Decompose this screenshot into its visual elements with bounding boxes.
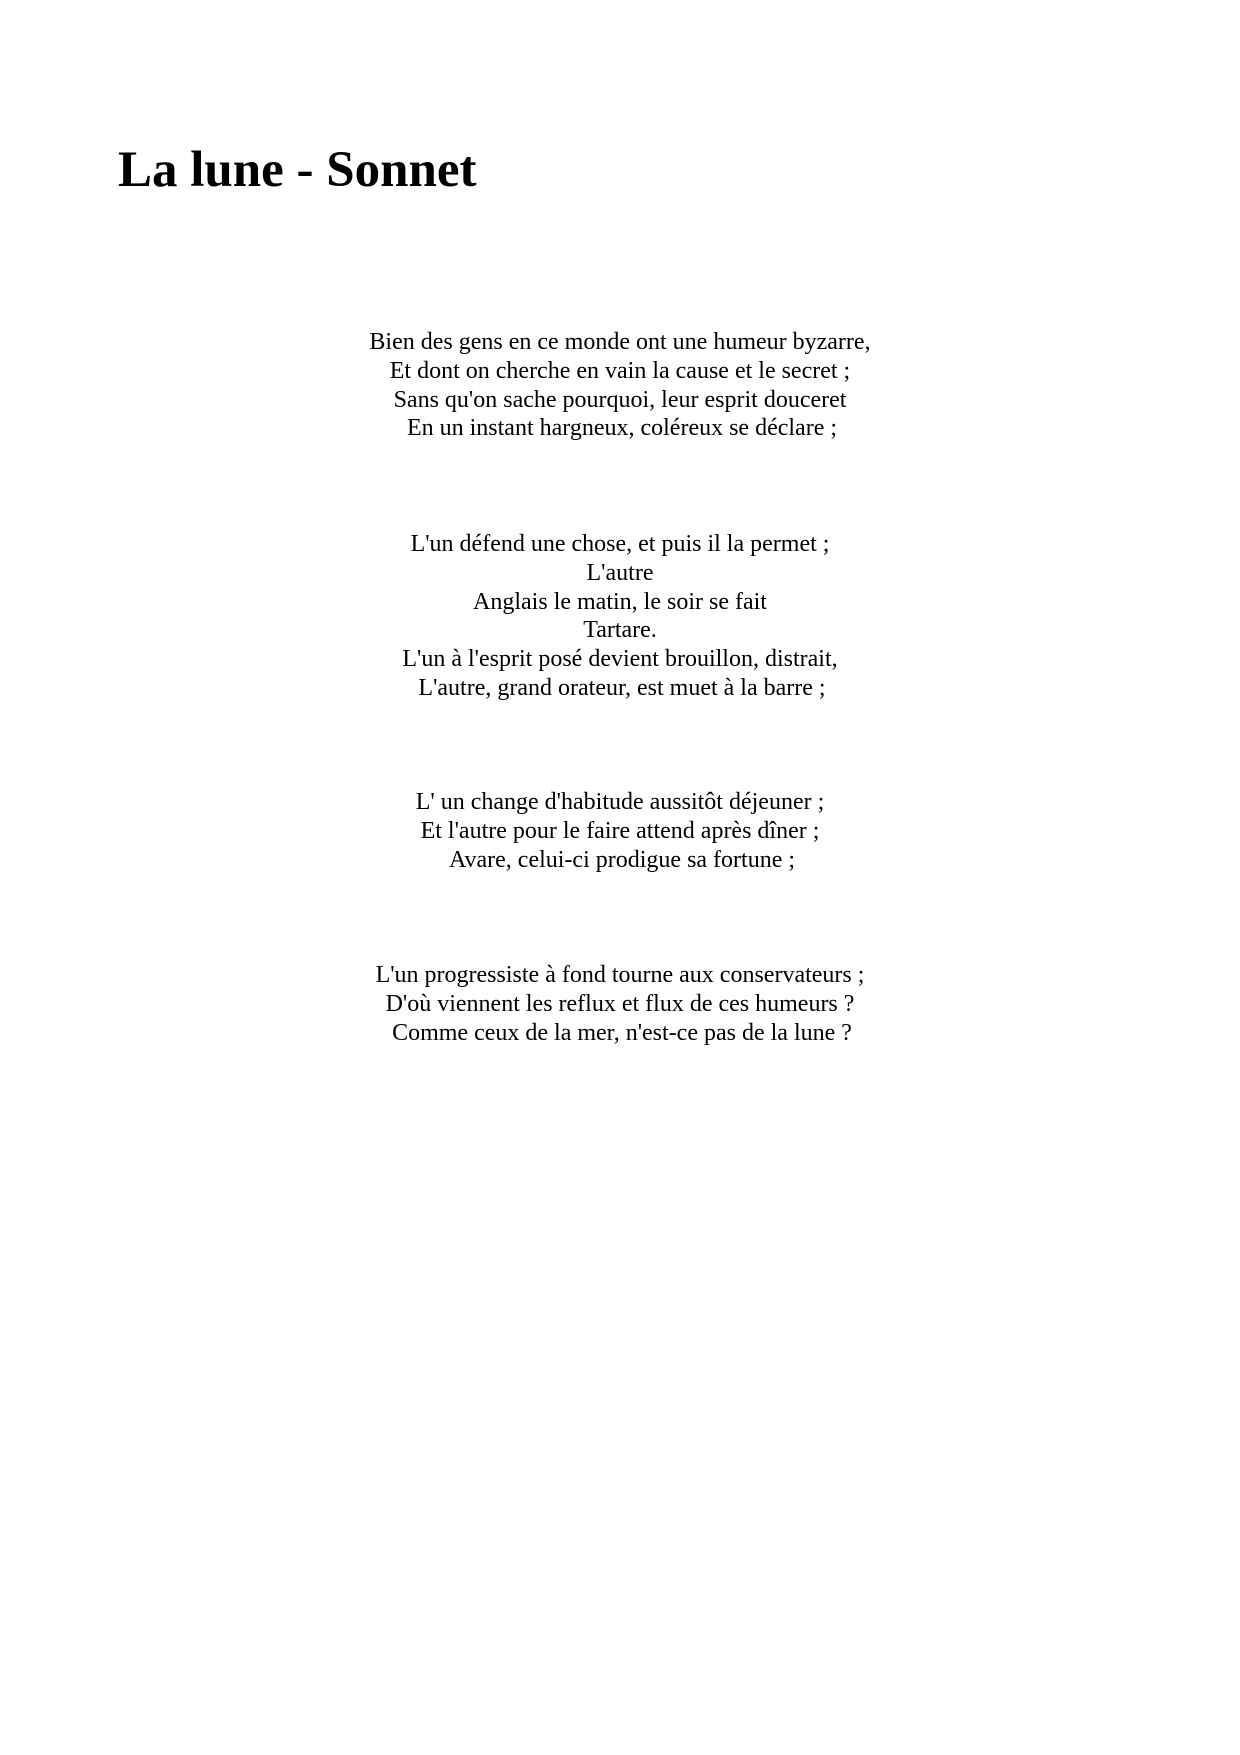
poem-line: L'un à l'esprit posé devient brouillon, distrait, — [402, 646, 838, 673]
poem-line: D'où viennent les reflux et flux de ces humeurs ? — [385, 990, 855, 1017]
poem-line: Et l'autre pour le faire attend après dîner ; — [420, 817, 820, 844]
stanza-4 — [0, 961, 1240, 1047]
poem-line: Comme ceux de la mer, n'est-ce pas de la lune ? — [392, 1019, 852, 1046]
poem-line: En un instant hargneux, coléreux se déclare ; — [406, 415, 838, 442]
page-title: La lune - Sonnet — [118, 142, 477, 198]
poem-line: Sans qu'on sache pourquoi, leur esprit douceret — [393, 386, 847, 413]
stanza-2 — [0, 530, 1240, 703]
poem-line: Avare, celui-ci prodigue sa fortune ; — [448, 846, 796, 873]
poem-line: L'un défend une chose, et puis il la permet ; — [410, 531, 830, 557]
poem-line: Anglais le matin, le soir se fait — [473, 588, 767, 615]
poem-line: Et dont on cherche en vain la cause et le secret ; — [389, 357, 851, 384]
poem-line: L' un change d'habitude aussitôt déjeuner ; — [415, 789, 825, 815]
poem-line: Bien des gens en ce monde ont une humeur byzarre, — [369, 329, 871, 355]
poem-line: L'un progressiste à fond tourne aux conservateurs ; — [375, 962, 865, 988]
poem-line: L'autre — [586, 559, 654, 586]
poem-line: L'autre, grand orateur, est muet à la barre ; — [418, 674, 826, 701]
stanza-3 — [0, 788, 1240, 874]
poem-line: Tartare. — [583, 617, 657, 644]
stanza-1 — [0, 328, 1240, 443]
